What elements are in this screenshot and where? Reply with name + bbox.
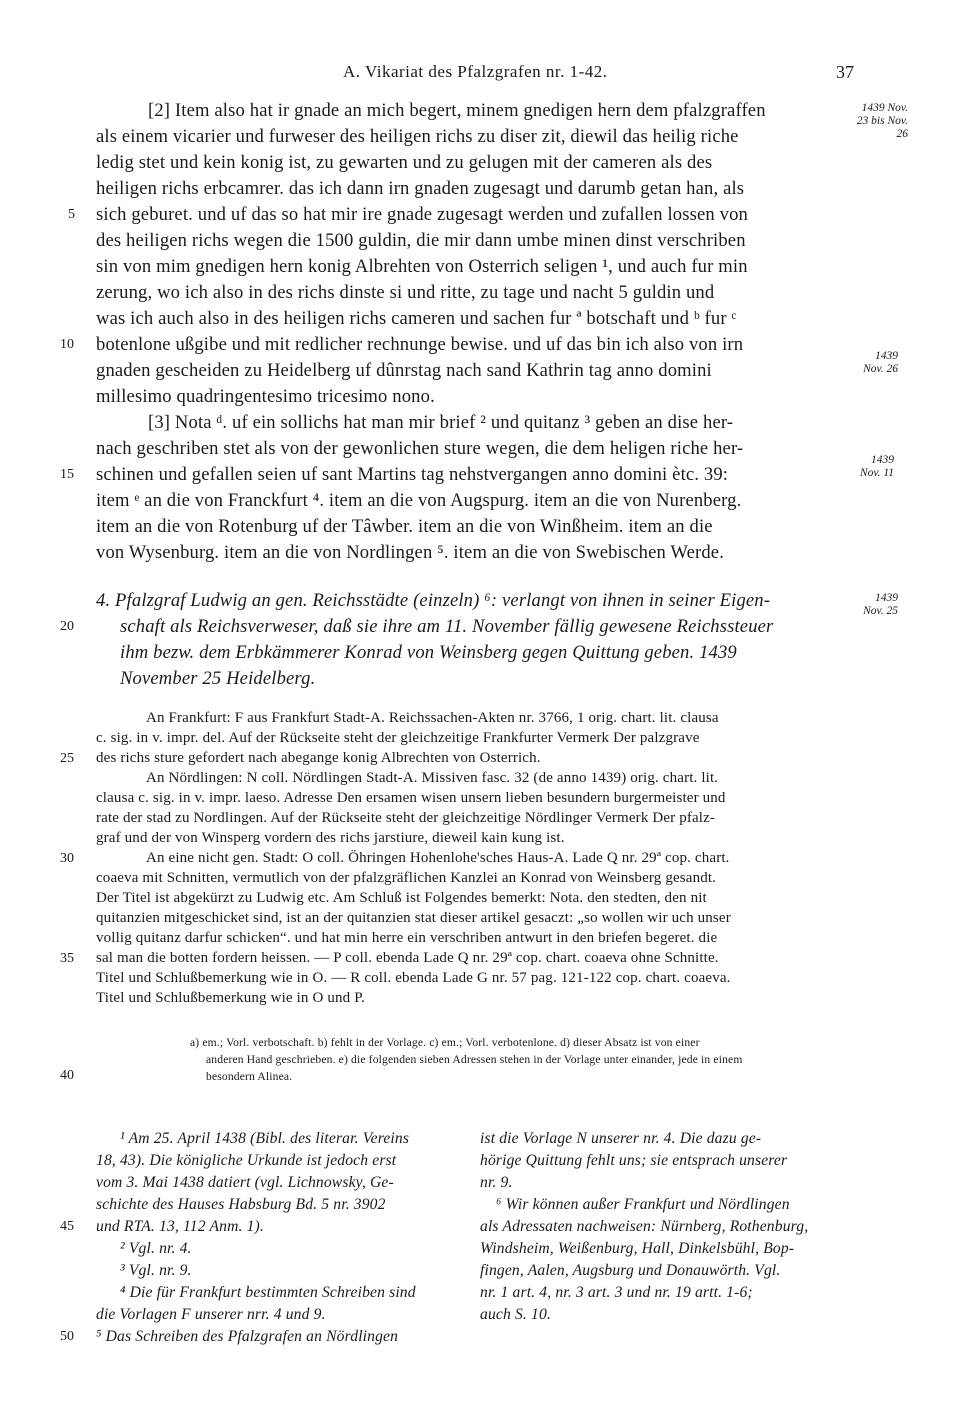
text-line: des heiligen richs wegen die 1500 guldin, die mir dann umbe minen dinst verschriben xyxy=(96,230,746,251)
apparatus-line: Titel und Schlußbemerkung wie in O. — R coll. ebenda Lade G nr. 57 pag. 121-122 cop. chart. coaeva. xyxy=(96,970,731,986)
line-number: 35 xyxy=(60,951,74,966)
line-number: 30 xyxy=(60,851,74,866)
text-line: sin von mim gnedigen hern konig Albrehten von Osterrich seligen ¹, und auch fur min xyxy=(96,256,748,277)
regest-line: schaft als Reichsverweser, daß sie ihre am 11. November fällig gewesene Reichssteuer xyxy=(120,616,774,637)
apparatus-line: clausa c. sig. in v. impr. laeso. Adresse Den ersamen wisen unsern lieben besundern burgermeister und xyxy=(96,790,726,806)
apparatus-line: quitanzien mitgeschicket sind, ist an der quitanzien stat dieser artikel gesaczt: „so wollen wir uch unser xyxy=(96,910,731,926)
text-line: millesimo quadringentesimo tricesimo nono. xyxy=(96,386,435,407)
regest-line: November 25 Heidelberg. xyxy=(120,668,316,689)
footnote-line: vom 3. Mai 1438 datiert (vgl. Lichnowsky, Ge- xyxy=(96,1174,394,1191)
page-number: 37 xyxy=(836,62,854,82)
text-line: [2] Item also hat ir gnade an mich begert, minem gnedigen hern dem pfalzgraffen xyxy=(148,100,766,121)
footnote-line: ⁶ Wir können außer Frankfurt und Nördlingen xyxy=(496,1196,790,1213)
text-line: ledig stet und kein konig ist, zu gewarten und zu gelugen mit der cameren als des xyxy=(96,152,713,173)
footnote-line: schichte des Hauses Habsburg Bd. 5 nr. 3902 xyxy=(96,1196,386,1213)
margin-date: 1439 Nov. 11 xyxy=(859,454,894,479)
line-number: 20 xyxy=(60,619,74,634)
regest-line: 4. Pfalzgraf Ludwig an gen. Reichsstädte (einzeln) ⁶: verlangt von ihnen in seiner Eigen- xyxy=(96,590,771,611)
apparatus-line: Titel und Schlußbemerkung wie in O und P. xyxy=(96,990,365,1006)
text-line: sich geburet. und uf das so hat mir ire gnade zugesagt werden und zufallen lossen von xyxy=(96,204,748,225)
line-number: 10 xyxy=(60,337,74,352)
apparatus-line: graf und der von Winsperg vordern des richs jarstiure, dieweil kain kung ist. xyxy=(96,830,565,846)
margin-date: 1439 Nov. 26 xyxy=(863,350,898,375)
line-number: 50 xyxy=(60,1329,74,1344)
footnote-line: ⁵ Das Schreiben des Pfalzgrafen an Nördlingen xyxy=(96,1328,399,1345)
footnote-line: hörige Quittung fehlt uns; sie entsprach unserer xyxy=(480,1152,788,1169)
apparatus-line: An Nördlingen: N coll. Nördlingen Stadt-A. Missiven fasc. 32 (de anno 1439) orig. chart. lit. xyxy=(146,770,719,786)
variant-line: besondern Alinea. xyxy=(206,1070,293,1083)
apparatus-line: coaeva mit Schnitten, vermutlich von der pfalzgräflichen Kanzlei an Konrad von Weinsberg gesandt. xyxy=(96,870,717,886)
line-number: 15 xyxy=(60,467,74,482)
line-number: 45 xyxy=(60,1219,74,1234)
apparatus-line: vollig quitanz darfur schicken“. und hat min herre ein verschriben antwurt in den briefen begeret. die xyxy=(96,930,718,946)
footnote-line: ² Vgl. nr. 4. xyxy=(120,1240,192,1257)
text-line: von Wysenburg. item an die von Nordlingen ⁵. item an die von Swebischen Werde. xyxy=(96,542,725,563)
text-line: [3] Nota ᵈ. uf ein sollichs hat man mir brief ² und quitanz ³ geben an dise her- xyxy=(148,412,734,433)
apparatus-line: sal man die botten fordern heissen. — P coll. ebenda Lade Q nr. 29ª cop. chart. coaeva ohne Schnitte. xyxy=(96,950,719,966)
regest-line: ihm bezw. dem Erbkämmerer Konrad von Weinsberg gegen Quittung geben. 1439 xyxy=(120,642,737,663)
footnote-line: ist die Vorlage N unserer nr. 4. Die dazu ge- xyxy=(480,1130,762,1147)
line-number: 25 xyxy=(60,751,74,766)
footnote-line: ⁴ Die für Frankfurt bestimmten Schreiben sind xyxy=(120,1284,416,1301)
footnote-line: und RTA. 13, 112 Anm. 1). xyxy=(96,1218,264,1235)
footnote-line: ¹ Am 25. April 1438 (Bibl. des literar. Vereins xyxy=(120,1130,410,1147)
footnote-line: Windsheim, Weißenburg, Hall, Dinkelsbühl, Bop- xyxy=(480,1240,795,1257)
text-line: botenlone ußgibe und mit redlicher rechnunge bewise. und uf das bin ich also von irn xyxy=(96,334,744,355)
apparatus-line: An Frankfurt: F aus Frankfurt Stadt-A. Reichssachen-Akten nr. 3766, 1 orig. chart. lit. clausa xyxy=(146,710,719,726)
text-line: gnaden gescheiden zu Heidelberg uf dûnrstag nach sand Kathrin tag anno domini xyxy=(96,360,712,381)
text-line: nach geschriben stet als von der gewonlichen sture wegen, die dem heligen riche her- xyxy=(96,438,744,459)
footnote-line: nr. 1 art. 4, nr. 3 art. 3 und nr. 19 artt. 1-6; xyxy=(480,1284,753,1301)
apparatus-line: rate der stad zu Nordlingen. Auf der Rückseite steht der gleichzeitige Nördlinger Vermerk Der pfalz- xyxy=(96,810,716,826)
text-line: item an die von Rotenburg uf der Tâwber. item an die von Winßheim. item an die xyxy=(96,516,713,537)
text-line: zerung, wo ich also in des richs dinste si und ritte, zu tage und nacht 5 guldin und xyxy=(96,282,715,303)
text-line: schinen und gefallen seien uf sant Martins tag nehstvergangen anno domini ètc. 39: xyxy=(96,464,729,485)
footnote-line: als Adressaten nachweisen: Nürnberg, Rothenburg, xyxy=(480,1218,809,1235)
footnote-line: nr. 9. xyxy=(480,1174,513,1191)
apparatus-line: Der Titel ist abgekürzt zu Ludwig etc. Am Schluß ist Folgendes bemerkt: Nota. den stedten, den nit xyxy=(96,890,707,906)
footnote-line: die Vorlagen F unserer nrr. 4 und 9. xyxy=(96,1306,326,1323)
variant-line: a) em.; Vorl. verbotschaft. b) fehlt in der Vorlage. c) em.; Vorl. verbotenlone. d) dieser Absatz ist von einer xyxy=(190,1036,700,1049)
line-number: 5 xyxy=(68,207,75,222)
apparatus-line: des richs sture gefordert nach abegange konig Albrechten von Osterrich. xyxy=(96,750,541,766)
running-header: A. Vikariat des Pfalzgrafen nr. 1-42. xyxy=(343,62,608,81)
margin-date: 1439 Nov. 23 bis Nov. 26 xyxy=(856,102,908,140)
variant-line: anderen Hand geschrieben. e) die folgenden sieben Adressen stehen in der Vorlage unter einander, jede in einem xyxy=(206,1053,743,1066)
apparatus-line: c. sig. in v. impr. del. Auf der Rückseite steht der gleichzeitige Frankfurter Vermerk Der palzgrave xyxy=(96,730,700,746)
footnote-line: 18, 43). Die königliche Urkunde ist jedoch erst xyxy=(96,1152,397,1169)
margin-date: 1439 Nov. 25 xyxy=(863,592,898,617)
footnote-line: ³ Vgl. nr. 9. xyxy=(120,1262,192,1279)
line-number: 40 xyxy=(60,1068,74,1083)
text-line: was ich auch also in des heiligen richs cameren und sachen fur ª botschaft und ᵇ fur ᶜ xyxy=(96,308,737,329)
text-line: heiligen richs erbcamrer. das ich dann irn gnaden zugesagt und darumb getan han, als xyxy=(96,178,745,199)
apparatus-line: An eine nicht gen. Stadt: O coll. Öhringen Hohenlohe'sches Haus-A. Lade Q nr. 29ª cop. chart. xyxy=(146,850,730,866)
footnote-line: fingen, Aalen, Augsburg und Donauwörth. Vgl. xyxy=(480,1262,781,1279)
footnote-line: auch S. 10. xyxy=(480,1306,551,1323)
text-line: item ᵉ an die von Franckfurt ⁴. item an die von Augspurg. item an die von Nurenberg. xyxy=(96,490,742,511)
text-line: als einem vicarier und furweser des heiligen richs zu diser zit, diewil das heilig riche xyxy=(96,126,739,147)
